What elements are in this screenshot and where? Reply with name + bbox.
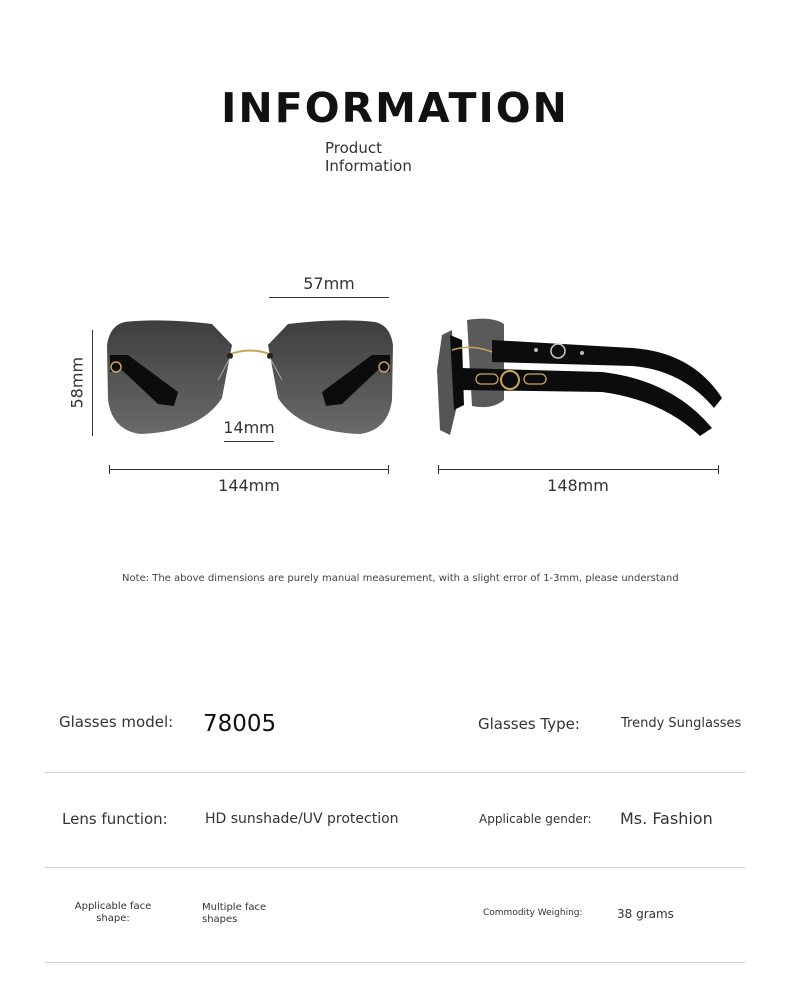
model-label: Glasses model: (59, 713, 174, 731)
gender-value: Ms. Fashion (620, 809, 713, 828)
lens-width-line (269, 297, 389, 298)
frame-width-label: 144mm (218, 476, 280, 495)
weight-label: Commodity Weighing: (483, 908, 583, 918)
bridge-label: 14mm (223, 418, 275, 437)
page-subtitle (325, 139, 435, 175)
weight-value: 38 grams (617, 907, 674, 921)
left-lens (107, 320, 232, 434)
temple-length-label: 148mm (547, 476, 609, 495)
face-shape-value-line-2: shapes (202, 914, 238, 925)
frame-width-line (109, 469, 389, 470)
measurement-note: Note: The above dimensions are purely manual measurement, with a slight error of 1-3mm, please understand (122, 573, 679, 584)
face-shape-label-line-2: shape: (96, 913, 130, 924)
type-label: Glasses Type: (478, 715, 580, 733)
face-shape-label-line-1: Applicable face (74, 901, 152, 912)
type-value: Trendy Sunglasses (621, 716, 742, 731)
page-title: INFORMATION (221, 84, 569, 132)
side-lens-rear (467, 319, 504, 407)
spec-divider-1 (45, 772, 745, 773)
bridge (228, 351, 272, 356)
spec-divider-3 (45, 962, 745, 963)
spec-divider-2 (45, 867, 745, 868)
subtitle-line-2: Information (325, 157, 412, 175)
face-shape-value (202, 902, 266, 926)
lens-function-label: Lens function: (62, 810, 168, 828)
gender-label: Applicable gender: (479, 812, 592, 826)
lens-width-label: 57mm (303, 274, 355, 293)
lens-height-line (92, 330, 93, 436)
face-shape-label (68, 901, 158, 925)
lens-function-value: HD sunshade/UV protection (205, 811, 399, 827)
bridge-line (224, 441, 274, 442)
lens-height-label: 58mm (67, 356, 87, 409)
face-shape-value-line-1: Multiple face (202, 902, 267, 913)
model-value: 78005 (203, 711, 277, 737)
temple-length-line (438, 469, 719, 470)
glasses-side-view (432, 310, 732, 445)
subtitle-line-1: Product (325, 139, 382, 157)
right-lens (268, 320, 393, 434)
